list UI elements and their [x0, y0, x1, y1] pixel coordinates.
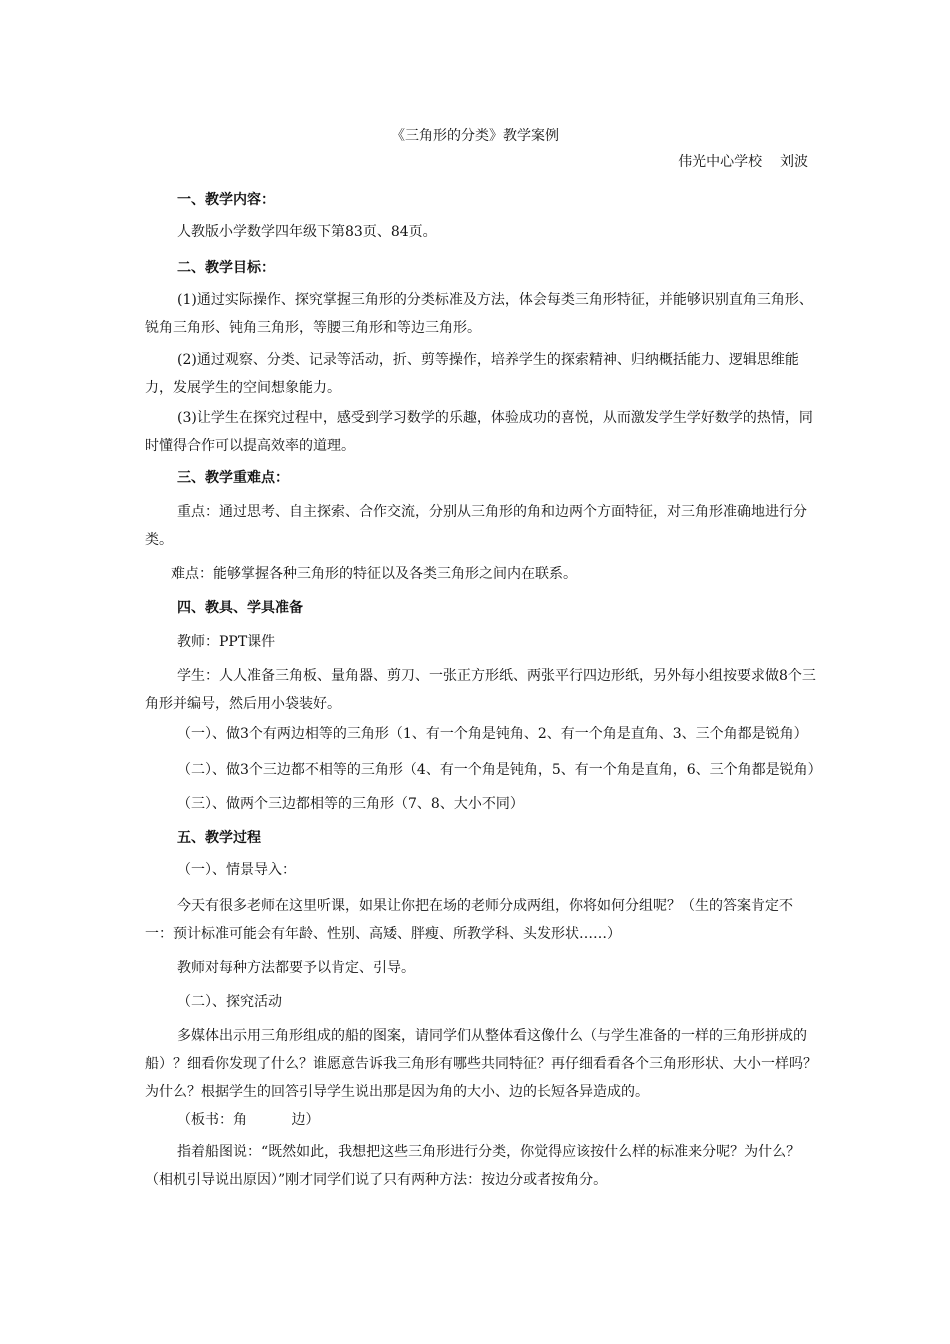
process-paragraph-1: 今天有很多老师在这里听课，如果让你把在场的老师分成两组，你将如何分组呢？（生的答案肯定不一：预计标准可能会有年龄、性别、高矮、胖瘦、所教学科、头发形状……）: [145, 898, 793, 942]
document-title: 《三角形的分类》教学案例: [391, 128, 559, 144]
process-part-1-heading: （一）、情景导入：: [177, 862, 296, 878]
goal-3: (3)让学生在探究过程中，感受到学习数学的乐趣，体验成功的喜悦，从而激发学生学好数学的热情，同时懂得合作可以提高效率的道理。: [145, 410, 813, 454]
author-line: 伟光中心学校 刘波: [678, 154, 808, 170]
material-item-2: （二）、做3个三边都不相等的三角形（4、有一个角是钝角，5、有一个角是直角，6、三个角都是锐角）: [177, 762, 822, 778]
goal-1: (1)通过实际操作、探究掌握三角形的分类标准及方法，体会每类三角形特征，并能够识别直角三角形、锐角三角形、钝角三角形，等腰三角形和等边三角形。: [145, 292, 813, 336]
section-heading-goals: 二、教学目标：: [177, 260, 275, 276]
difficulty-text: 难点：能够掌握各种三角形的特征以及各类三角形之间内在联系。: [171, 566, 577, 582]
board-note: （板书：角 边）: [177, 1112, 320, 1128]
key-point-text: 重点：通过思考、自主探索、合作交流，分别从三角形的角和边两个方面特征，对三角形准确地进行分类。: [145, 504, 807, 548]
student-materials: 学生：人人准备三角板、量角器、剪刀、一张正方形纸、两张平行四边形纸，另外每小组按要求做8个三角形并编号，然后用小袋装好。: [145, 668, 816, 712]
goal-2: (2)通过观察、分类、记录等活动，折、剪等操作，培养学生的探索精神、归纳概括能力、逻辑思维能力，发展学生的空间想象能力。: [145, 352, 799, 396]
material-item-3: （三）、做两个三边都相等的三角形（7、8、大小不同）: [177, 796, 524, 812]
section-heading-content: 一、教学内容：: [177, 192, 275, 208]
teacher-materials: 教师：PPT课件: [177, 634, 276, 650]
process-part-2-heading: （二）、探究活动: [177, 994, 282, 1010]
process-paragraph-4: 指着船图说：“既然如此，我想把这些三角形进行分类，你觉得应该按什么样的标准来分呢？为什么？（相机引导说出原因）”刚才同学们说了只有两种方法：按边分或者按角分。: [145, 1144, 801, 1188]
section-heading-materials: 四、教具、学具准备: [177, 600, 303, 616]
section-heading-key-points: 三、教学重难点：: [177, 470, 289, 486]
material-item-1: （一）、做3个有两边相等的三角形（1、有一个角是钝角、2、有一个角是直角、3、三个角都是锐角）: [177, 726, 808, 742]
section-heading-process: 五、教学过程: [177, 830, 261, 846]
process-paragraph-3: 多媒体出示用三角形组成的船的图案，请同学们从整体看这像什么（与学生准备的一样的三角形拼成的船）？细看你发现了什么？谁愿意告诉我三角形有哪些共同特征？再仔细看看各个三角形形状、大小一样吗？为什么？根据学生的回答引导学生说出那是因为角的大小、边的长短各异造成的。: [145, 1028, 817, 1100]
content-text: 人教版小学数学四年级下第83页、84页。: [177, 224, 437, 240]
process-paragraph-2: 教师对每种方法都要予以肯定、引导。: [177, 960, 415, 976]
